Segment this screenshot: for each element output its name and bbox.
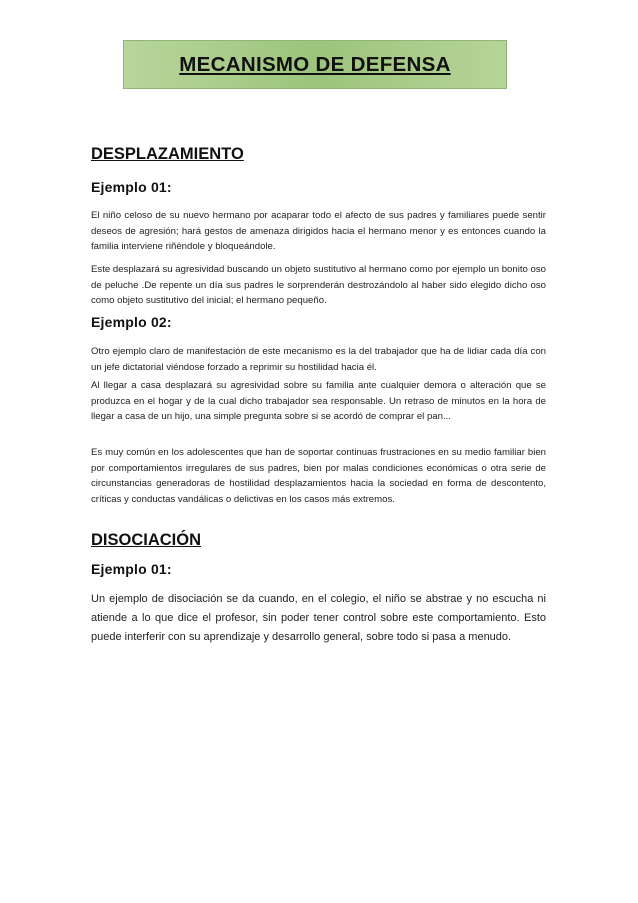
paragraph: Al llegar a casa desplazará su agresividad sobre su familia ante cualquier demora o alteración que se produzca en el hogar y de la cual dicho trabajador sea responsable. Un retraso de minutos en la hora de llegar a casa de un hijo, una simple pregunta sobre si se acordó de comprar el pan... xyxy=(91,380,546,423)
example-heading: Ejemplo 01: xyxy=(91,561,172,577)
section-heading-disociacion: DISOCIACIÓN xyxy=(91,531,202,549)
paragraph: Otro ejemplo claro de manifestación de este mecanismo es la del trabajador que ha de lidiar cada día con un jefe dictatorial viéndose forzado a reprimir su hostilidad hacia él. xyxy=(91,346,546,373)
paragraph: Este desplazará su agresividad buscando un objeto sustitutivo al hermano como por ejemplo un bonito oso de peluche .De repente un día sus padres le sorprenderán destrozándolo al haber sido elegido dicho oso como objeto sustitutivo del inicial; el hermano pequeño. xyxy=(91,264,546,307)
example-heading: Ejemplo 01: xyxy=(91,179,172,195)
paragraph: Un ejemplo de disociación se da cuando, en el colegio, el niño se abstrae y no escucha ni atiende a lo que dice el profesor, sin poder tener control sobre este comportamiento. Esto puede interferir con su aprendizaje y desarrollo general, sobre todo si pasa a menudo. xyxy=(91,593,546,643)
title-banner xyxy=(123,40,507,89)
section-heading-desplazamiento: DESPLAZAMIENTO xyxy=(91,145,244,163)
paragraph: El niño celoso de su nuevo hermano por acaparar todo el afecto de sus padres y familiares puede sentir deseos de agresión; hará gestos de amenaza dirigidos hacia el hermano menor y es entonces cuando la familia interviene riñéndole y bloqueándole. xyxy=(91,210,546,253)
page-title: MECANISMO DE DEFENSA xyxy=(179,52,451,76)
example-heading: Ejemplo 02: xyxy=(91,314,172,330)
paragraph: Es muy común en los adolescentes que han de soportar continuas frustraciones en su medio familiar bien por comportamientos irregulares de sus padres, bien por malas condiciones económicas o otra serie de circunstancias generadoras de hostilidad desplazamientos hacia la sociedad en forma de descontento, críticas y conductas vandálicas o delictivas en los casos más extremos. xyxy=(91,447,546,505)
